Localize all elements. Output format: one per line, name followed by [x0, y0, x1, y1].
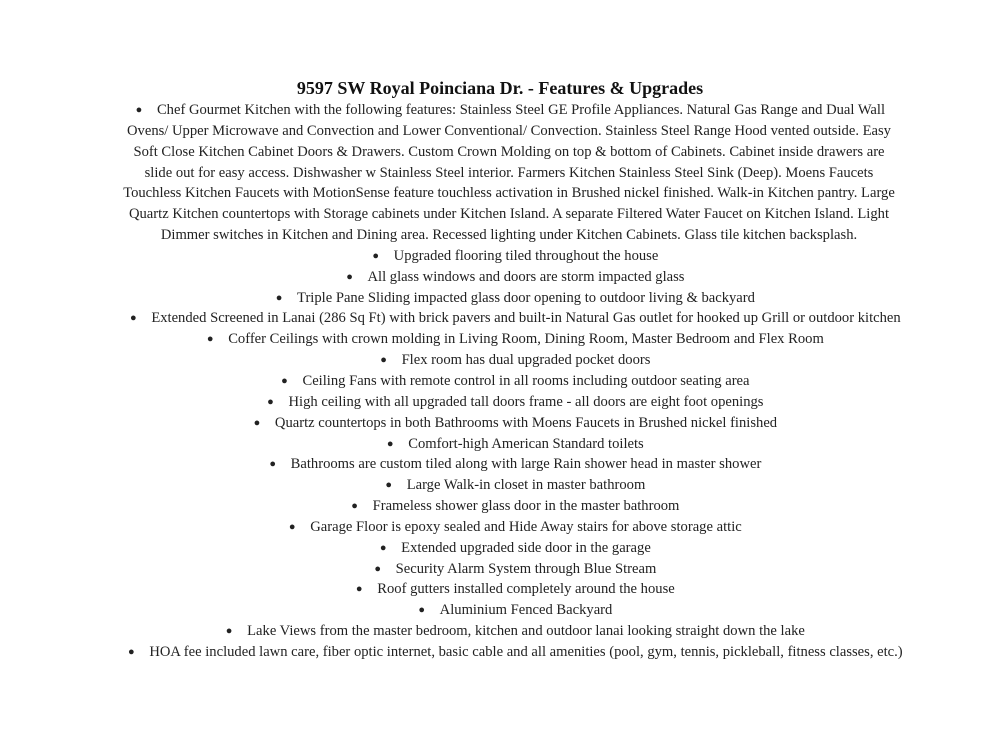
bullet-icon: ●	[127, 645, 135, 658]
bullet-icon: ●	[379, 541, 387, 554]
feature-item	[114, 308, 914, 329]
feature-text: Extended Screened in Lanai (286 Sq Ft) with brick pavers and built-in Natural Gas outlet for hooked up Grill or outdoor kitchen	[151, 310, 901, 327]
feature-item	[114, 413, 914, 434]
feature-text: Quartz countertops in both Bathrooms with Moens Faucets in Brushed nickel finished	[274, 414, 778, 431]
feature-item	[114, 579, 914, 600]
feature-item	[114, 559, 914, 580]
feature-text: Coffer Ceilings with crown molding in Living Room, Dining Room, Master Bedroom and Flex Room	[228, 331, 824, 348]
feature-item	[114, 329, 914, 350]
feature-item	[114, 642, 914, 663]
feature-text: Frameless shower glass door in the master bathroom	[372, 498, 680, 515]
feature-text: Security Alarm System through Blue Stream	[395, 560, 657, 577]
feature-item	[114, 600, 914, 621]
bullet-icon: ●	[253, 416, 261, 429]
bullet-icon: ●	[418, 604, 425, 617]
feature-item	[114, 288, 914, 309]
bullet-icon: ●	[351, 500, 358, 513]
bullet-icon: ●	[386, 437, 394, 450]
bullet-icon: ●	[288, 520, 296, 533]
feature-text: HOA fee included lawn care, fiber optic internet, basic cable and all amenities (pool, gym, tennis, pickleball, fitness classes, etc.)	[149, 643, 903, 660]
bullet-icon: ●	[355, 583, 363, 596]
feature-text: Garage Floor is epoxy sealed and Hide Away stairs for above storage attic	[310, 518, 742, 535]
feature-item	[114, 371, 914, 392]
feature-item	[114, 267, 914, 288]
feature-item	[114, 496, 914, 517]
features-list	[114, 100, 914, 663]
feature-item	[114, 517, 914, 538]
document-title: 9597 SW Royal Poinciana Dr. - Features & Upgrades	[296, 78, 704, 98]
feature-text: Lake Views from the master bedroom, kitchen and outdoor lanai looking straight down the lake	[247, 623, 805, 640]
feature-text: Roof gutters installed completely around the house	[377, 581, 675, 598]
feature-item	[114, 350, 914, 371]
bullet-icon: ●	[275, 291, 283, 304]
bullet-icon: ●	[225, 625, 233, 638]
feature-item	[114, 392, 914, 413]
bullet-icon: ●	[129, 312, 137, 325]
feature-text: All glass windows and doors are storm impacted glass	[367, 268, 685, 285]
bullet-icon: ●	[380, 354, 387, 367]
bullet-icon: ●	[385, 479, 393, 492]
feature-text: Ceiling Fans with remote control in all rooms including outdoor seating area	[302, 372, 750, 389]
feature-text: Flex room has dual upgraded pocket doors	[401, 352, 651, 369]
feature-text: Bathrooms are custom tiled along with large Rain shower head in master shower	[290, 456, 762, 473]
feature-item	[114, 538, 914, 559]
feature-text: Upgraded flooring tiled throughout the house	[393, 247, 659, 264]
feature-text: Aluminium Fenced Backyard	[439, 602, 613, 619]
feature-item	[119, 100, 899, 246]
feature-text: Triple Pane Sliding impacted glass door opening to outdoor living & backyard	[297, 289, 755, 306]
feature-item	[114, 475, 914, 496]
bullet-icon: ●	[346, 270, 353, 283]
bullet-icon: ●	[372, 249, 379, 262]
feature-item	[114, 246, 914, 267]
feature-item	[114, 434, 914, 455]
feature-text: Extended upgraded side door in the garage	[401, 539, 651, 556]
feature-text: Large Walk-in closet in master bathroom	[406, 477, 646, 494]
feature-item	[114, 454, 914, 475]
bullet-icon: ●	[267, 395, 274, 408]
feature-text: High ceiling with all upgraded tall doors frame - all doors are eight foot openings	[288, 393, 764, 410]
feature-item	[114, 621, 914, 642]
bullet-icon: ●	[269, 458, 276, 471]
bullet-icon: ●	[374, 562, 381, 575]
bullet-icon: ●	[281, 374, 288, 387]
feature-text: Chef Gourmet Kitchen with the following features: Stainless Steel GE Profile Appliances. Natural Gas Range and Dual Wall Ovens/ Upper Microwave and Convection and Lower Conventional/ Convection. Stainless Steel Range Hood vented outside. Easy Soft Close Kitchen Cabinet Doors & Drawers. Custom Crown Molding on top & bottom of Cabinets. Cabinet inside drawers are slide out for easy access. Dishwasher w Stainless Steel interior. Farmers Kitchen Stainless Steel Sink (Deep). Moens Faucets Touchless Kitchen Faucets with MotionSense feature touchless activation in Brushed nickel finished. Walk-in Kitchen pantry. Large Quartz Kitchen countertops with Storage cabinets under Kitchen Island. A separate Filtered Water Faucet on Kitchen Island. Light Dimmer switches in Kitchen and Dining area. Recessed lighting under Kitchen Cabinets. Glass tile kitchen backsplash.	[123, 102, 895, 244]
feature-text: Comfort-high American Standard toilets	[408, 435, 644, 452]
bullet-icon: ●	[135, 104, 143, 116]
bullet-icon: ●	[206, 333, 214, 346]
